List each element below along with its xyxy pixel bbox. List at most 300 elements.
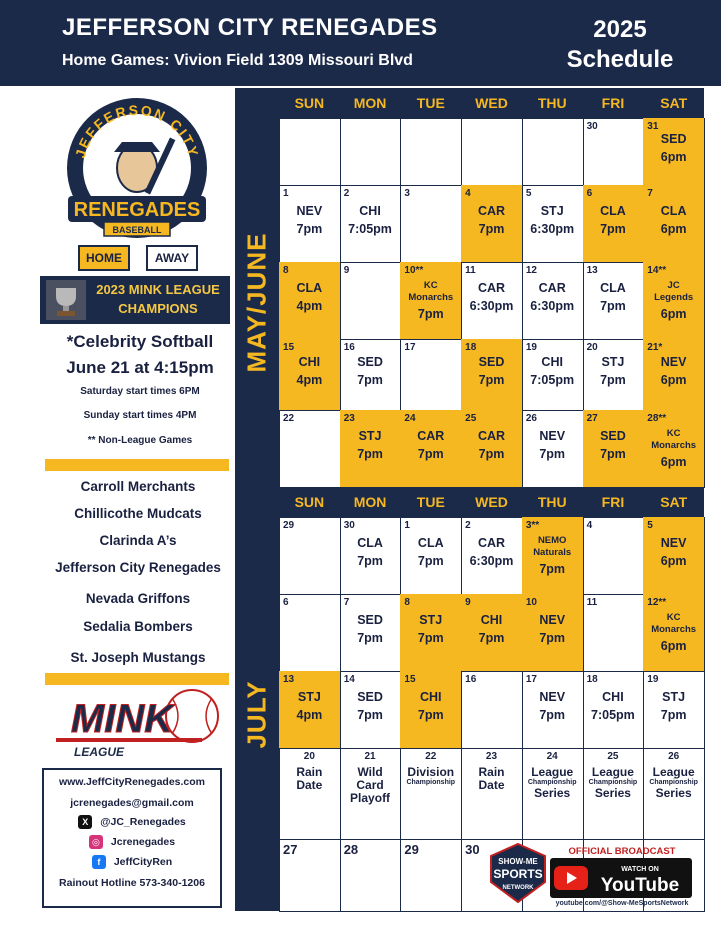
game-info (522, 427, 583, 463)
x-link[interactable] (44, 815, 220, 829)
game-info (340, 202, 401, 238)
game-line: 7pm (478, 221, 505, 236)
day-number: 20 (303, 751, 315, 762)
game-info (340, 353, 401, 389)
game-line: Wild (357, 765, 383, 779)
game-info (583, 202, 644, 238)
calendar-day-cell (400, 118, 462, 186)
calendar-day-cell (643, 410, 705, 488)
show-me-sports-logo (487, 842, 549, 904)
network-top: SHOW-ME (498, 857, 538, 866)
game-line: 7pm (417, 707, 444, 722)
day-number: 13 (586, 265, 598, 276)
calendar-day-cell (643, 671, 705, 749)
game-line: STJ (358, 428, 382, 443)
calendar-day-cell (522, 671, 584, 749)
calendar-day-cell (583, 671, 645, 749)
calendar-day-cell (522, 118, 584, 186)
day-number: 21* (647, 342, 663, 353)
calendar-day-cell (279, 410, 341, 488)
game-line: 7pm (478, 446, 505, 461)
game-line: Championship (649, 779, 698, 787)
day-number: 27 (586, 413, 598, 424)
calendar-day-cell (461, 262, 523, 340)
calendar-day-cell (400, 671, 462, 749)
calendar-day-cell (583, 118, 645, 186)
game-info (583, 279, 644, 315)
game-line: Championship (406, 779, 456, 787)
day-number: 4 (586, 520, 593, 531)
day-number: 3 (404, 188, 410, 199)
game-info (340, 688, 401, 724)
calendar-day-cell (643, 594, 705, 672)
day-number: 14** (647, 265, 667, 276)
game-info (279, 202, 340, 238)
game-line: SED (357, 612, 383, 627)
game-line: 6:30pm (469, 553, 514, 568)
game-line: CAR (477, 280, 506, 295)
page-title: JEFFERSON CITY RENEGADES (62, 14, 438, 41)
game-info (461, 611, 522, 647)
game-info (279, 279, 340, 315)
game-line: SED (357, 354, 383, 369)
game-line: Series (655, 785, 692, 800)
day-number: 18 (586, 674, 598, 685)
mink-league-logo (52, 686, 222, 762)
calendar-day-cell (643, 118, 705, 186)
game-info (583, 688, 644, 724)
day-number: 5 (525, 188, 532, 199)
game-line: 7pm (357, 446, 383, 461)
game-line: 7pm (478, 372, 505, 387)
game-line: CLA (357, 535, 383, 550)
day-name: SAT (660, 494, 688, 510)
day-number: 6 (586, 188, 593, 199)
day-number: 24 (404, 413, 416, 424)
game-line: 7pm (357, 707, 383, 722)
game-line: NEMO (537, 535, 567, 546)
game-line: CHI (541, 354, 563, 369)
game-info (340, 427, 401, 463)
calendar-day-cell (522, 517, 584, 595)
game-info (643, 353, 704, 389)
instagram-icon: ◎ (89, 835, 103, 849)
calendar-day-cell (400, 185, 462, 263)
day-number: 20 (586, 342, 598, 353)
calendar-day-cell (461, 517, 523, 595)
game-line: 6pm (660, 221, 687, 236)
day-number: 6 (283, 597, 289, 608)
champions-line2: CHAMPIONS (118, 301, 198, 316)
website-link[interactable] (44, 776, 220, 788)
team-name: Carroll Merchants (80, 479, 196, 494)
day-name: TUE (416, 494, 445, 510)
calendar-day-cell (340, 671, 402, 749)
game-line: Division (407, 765, 455, 779)
month-label-july: JULY (241, 679, 272, 749)
calendar-day-cell (461, 410, 523, 488)
game-info (583, 427, 644, 463)
day-number: 24 (546, 751, 558, 762)
month-label-may-june: MAY/JUNE (241, 232, 272, 373)
game-line: 7pm (600, 221, 626, 236)
game-line: NEV (539, 428, 566, 443)
calendar-day-cell (340, 118, 402, 186)
game-line: Date (478, 778, 505, 793)
calendar-day-cell (400, 839, 462, 912)
rainout-hotline (44, 877, 220, 889)
day-number: 22 (425, 751, 437, 762)
game-info (522, 766, 583, 800)
day-number: 17 (525, 674, 537, 685)
game-line: Series (534, 785, 571, 800)
game-line: Playoff (350, 791, 391, 806)
champions-banner (40, 276, 230, 324)
calendar-day-cell (583, 262, 645, 340)
season-year: 2025 (593, 16, 647, 43)
game-info (583, 766, 644, 800)
calendar-day-cell (522, 339, 584, 411)
game-info (643, 202, 704, 238)
calendar-day-cell (400, 410, 462, 488)
calendar-day-cell (522, 185, 584, 263)
game-line: 6:30pm (530, 221, 575, 236)
calendar-day-cell (583, 748, 645, 840)
game-info (400, 534, 461, 570)
game-line: CHI (480, 612, 503, 627)
instagram-link[interactable] (44, 835, 220, 849)
network-mid: SPORTS (493, 867, 543, 881)
game-info (340, 766, 401, 806)
game-line: 7pm (600, 446, 626, 461)
calendar-day-cell (279, 839, 341, 912)
game-info (643, 766, 704, 800)
calendar-day-cell (461, 594, 523, 672)
logo-banner: BASEBALL (112, 225, 162, 235)
mink-sub: LEAGUE (74, 745, 125, 759)
calendar-day-cell (340, 410, 402, 488)
calendar-day-cell (522, 262, 584, 340)
game-info (643, 688, 704, 724)
game-line: 7pm (600, 298, 626, 313)
calendar-day-cell (279, 594, 341, 672)
day-number: 28** (647, 413, 667, 424)
day-name: SUN (294, 494, 325, 510)
game-line: 6pm (660, 454, 687, 469)
calendar-day-cell (461, 748, 523, 840)
legend-away: AWAY (146, 245, 198, 271)
calendar-day-cell (340, 185, 402, 263)
youtube-url[interactable]: youtube.com/@Show-MeSportsNetwork (555, 900, 689, 907)
home-venue: Home Games: Vivion Field 1309 Missouri Blvd (62, 52, 413, 69)
calendar-day-cell (340, 839, 402, 912)
calendar-day-cell (279, 671, 341, 749)
game-line: 7pm (296, 221, 323, 236)
game-line: 7pm (478, 630, 505, 645)
day-name: TUE (416, 95, 445, 111)
day-number: 17 (404, 342, 416, 353)
game-info (400, 611, 461, 647)
day-header (279, 487, 704, 517)
day-number: 29 (283, 520, 295, 531)
game-info (400, 427, 461, 463)
game-line: League (591, 765, 634, 779)
day-name: FRI (601, 494, 625, 510)
game-line: 7pm (600, 372, 626, 387)
email-text: jcrenegades@gmail.com (70, 797, 194, 809)
game-info (583, 353, 644, 389)
game-line: 6pm (660, 149, 687, 164)
game-line: Card (356, 778, 384, 793)
team-name: Nevada Griffons (85, 591, 191, 606)
game-line: 6pm (660, 553, 687, 568)
game-info (522, 202, 583, 238)
game-line: CAR (477, 428, 506, 443)
game-line: 6:30pm (469, 298, 514, 313)
day-number: 9 (465, 597, 471, 608)
celebrity-date: June 21 at 4:15pm (66, 358, 214, 377)
game-line: CLA (600, 203, 626, 218)
watch-on: WATCH ON (621, 866, 659, 873)
day-number: 7 (343, 597, 350, 608)
game-info (643, 612, 704, 655)
day-name: MON (353, 95, 387, 111)
calendar-day-cell (279, 748, 341, 840)
game-line: CLA (660, 203, 687, 218)
mink-word: MINK (70, 697, 174, 741)
calendar-day-cell (643, 748, 705, 840)
calendar-day-cell (340, 748, 402, 840)
website-text: www.JeffCityRenegades.com (58, 776, 206, 788)
game-info (461, 534, 522, 570)
game-info (400, 766, 461, 787)
game-line: 7pm (417, 306, 444, 321)
calendar-day-cell (583, 410, 645, 488)
game-line: League (531, 765, 574, 779)
game-info (643, 280, 704, 323)
game-info (643, 428, 704, 471)
day-name: MON (353, 494, 387, 510)
game-line: 7pm (417, 553, 444, 568)
youtube-banner[interactable] (550, 858, 692, 898)
game-line: Naturals (533, 547, 572, 559)
network-bot: NETWORK (502, 885, 534, 891)
day-number: 31 (647, 121, 659, 132)
facebook-link[interactable] (44, 855, 220, 869)
facebook-icon: f (92, 855, 106, 869)
calendar-day-cell (461, 339, 523, 411)
day-number: 29 (404, 842, 419, 857)
game-line: CLA (417, 535, 444, 550)
day-number: 30 (465, 842, 480, 857)
game-info (400, 280, 461, 323)
game-line: Monarchs (651, 440, 697, 452)
game-line: SED (660, 131, 687, 146)
day-number: 25 (607, 751, 619, 762)
game-line: SED (478, 354, 505, 369)
calendar-day-cell (643, 339, 705, 411)
game-line: CAR (477, 535, 506, 550)
day-number: 27 (283, 842, 298, 857)
game-line: Rain (478, 765, 505, 779)
game-line: 7pm (539, 630, 566, 645)
game-line: 6pm (660, 372, 687, 387)
game-line: 7:05pm (530, 372, 575, 387)
schedule-label: Schedule (566, 46, 674, 73)
day-number: 12** (647, 597, 667, 608)
game-line: SED (600, 428, 626, 443)
day-number: 16 (465, 674, 477, 685)
game-line: NEV (539, 612, 566, 627)
calendar-day-cell (522, 594, 584, 672)
game-line: Legends (654, 292, 694, 304)
game-line: NEV (296, 203, 323, 218)
game-line: KC (666, 612, 681, 623)
game-line: Date (296, 778, 323, 793)
day-number: 19 (647, 674, 659, 685)
game-line: STJ (419, 612, 443, 627)
game-line: League (652, 765, 695, 779)
day-number: 12 (525, 265, 537, 276)
game-line: NEV (539, 689, 566, 704)
game-line: 7pm (357, 372, 383, 387)
broadcast-partner: OFFICIAL BROADCAST PARTNER (568, 846, 676, 868)
team-name: Jefferson City Renegades (55, 560, 221, 575)
calendar-day-cell (400, 517, 462, 595)
game-line: 7:05pm (591, 707, 635, 722)
calendar-day-cell (643, 517, 705, 595)
day-number: 2 (343, 188, 350, 199)
email-link[interactable] (44, 797, 220, 809)
sunday-note: Sunday start times 4PM (83, 410, 197, 421)
day-number: 7 (647, 188, 653, 199)
youtube-word: YouTube (600, 875, 680, 896)
calendar-day-cell (583, 339, 645, 411)
calendar-day-cell (279, 185, 341, 263)
calendar-day-cell (583, 185, 645, 263)
game-line: CAR (417, 428, 445, 443)
game-info (279, 766, 340, 792)
game-info (522, 279, 583, 315)
calendar-day-cell (461, 185, 523, 263)
divider (45, 459, 229, 471)
game-info (522, 353, 583, 389)
calendar-day-cell (643, 262, 705, 340)
game-line: CLA (600, 280, 626, 295)
game-line: CAR (538, 280, 566, 295)
saturday-note: Saturday start times 6PM (80, 386, 200, 397)
game-line: SED (357, 689, 383, 704)
calendar-day-cell (461, 118, 523, 186)
game-line: 6:30pm (530, 298, 575, 313)
calendar-grid-may-june (279, 118, 704, 487)
game-line: KC (666, 428, 681, 439)
calendar-day-cell (522, 410, 584, 488)
game-info (522, 688, 583, 724)
celebrity-softball: *Celebrity Softball (66, 332, 214, 351)
game-line: NEV (660, 354, 687, 369)
calendar-day-cell (340, 339, 402, 411)
day-number: 4 (465, 188, 471, 199)
calendar-day-cell (279, 517, 341, 595)
calendar-day-cell (279, 339, 341, 411)
logo-name: RENEGADES (73, 199, 201, 221)
game-line: STJ (297, 689, 321, 704)
day-header (279, 88, 704, 118)
day-number: 11 (586, 597, 598, 608)
legend-home: HOME (78, 245, 130, 271)
game-info (643, 534, 704, 570)
game-info (279, 353, 340, 389)
champions-line1: 2023 MINK LEAGUE (96, 282, 220, 297)
day-number: 15 (404, 674, 416, 685)
game-line: 7pm (539, 707, 566, 722)
game-info (400, 688, 461, 724)
day-number: 26 (525, 413, 537, 424)
calendar-day-cell (340, 594, 402, 672)
calendar-day-cell (522, 748, 584, 840)
team-name: Clarinda A’s (99, 533, 177, 548)
facebook-handle: JeffCityRen (113, 856, 173, 868)
day-number: 28 (343, 842, 359, 857)
day-number: 26 (668, 751, 680, 762)
day-number: 9 (343, 265, 350, 276)
calendar-day-cell (400, 262, 462, 340)
game-line: CAR (477, 203, 506, 218)
day-name: SAT (660, 95, 688, 111)
game-line: 7pm (357, 553, 383, 568)
game-line: 4pm (296, 298, 323, 313)
game-line: Rain (296, 765, 323, 779)
nonleague-note: ** Non-League Games (87, 435, 193, 446)
day-number: 30 (343, 520, 355, 531)
day-number: 1 (404, 520, 410, 531)
calendar-day-cell (400, 339, 462, 411)
game-line: KC (423, 280, 438, 291)
game-info (461, 766, 522, 792)
calendar-day-cell (340, 262, 402, 340)
header (0, 0, 721, 86)
game-line: Monarchs (651, 624, 697, 636)
game-line: Championship (527, 779, 577, 787)
team-name: St. Joseph Mustangs (70, 650, 206, 665)
calendar-day-cell (461, 671, 523, 749)
calendar-day-cell (643, 185, 705, 263)
game-info (340, 611, 401, 647)
day-number: 22 (283, 413, 295, 424)
game-line: 7:05pm (348, 221, 392, 236)
day-number: 30 (586, 121, 598, 132)
game-line: JC (667, 280, 680, 291)
game-line: STJ (662, 689, 686, 704)
day-number: 21 (364, 751, 376, 762)
calendar-day-cell (279, 118, 341, 186)
trophy-icon (46, 280, 86, 320)
game-info (340, 534, 401, 570)
game-line: 7pm (660, 707, 687, 722)
day-number: 5 (647, 520, 653, 531)
game-line: Monarchs (408, 292, 454, 304)
game-line: 7pm (539, 561, 566, 576)
divider (45, 673, 229, 685)
game-line: CLA (296, 280, 323, 295)
instagram-handle: Jcrenegades (110, 836, 176, 848)
renegades-logo (62, 96, 212, 246)
day-number: 23 (343, 413, 355, 424)
calendar-day-cell (340, 517, 402, 595)
day-number: 16 (343, 342, 355, 353)
day-number: 2 (465, 520, 471, 531)
